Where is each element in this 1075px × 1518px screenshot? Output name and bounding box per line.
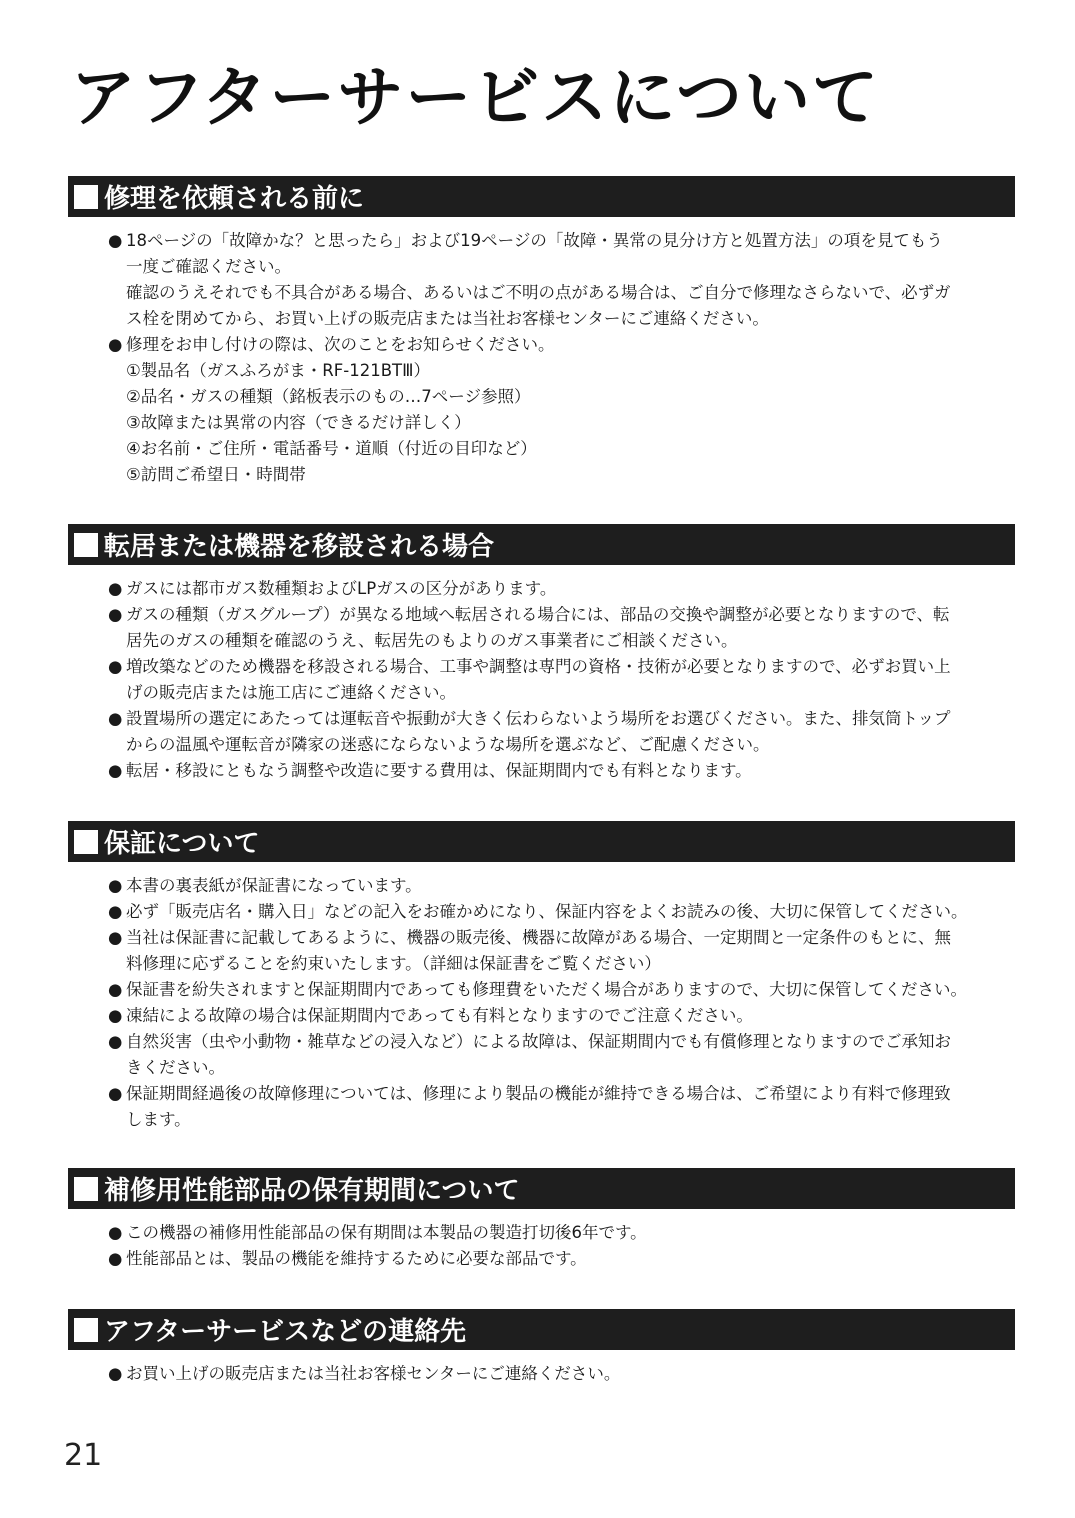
bullet-icon: ● — [108, 902, 123, 921]
item-text: 必ず「販売店名・購入日」などの記入をお確かめになり、保証内容をよくお読みの後、大切に保管してください。 — [126, 902, 968, 921]
item-text: します。 — [126, 1110, 191, 1129]
item-list — [68, 1361, 1015, 1387]
item-text: 18ページの「故障かな？と思ったら」および19ページの「故障・異常の見分け方と処置方法」の項を見てもう — [126, 231, 943, 250]
bullet-icon: ● — [108, 928, 123, 947]
square-marker-icon — [74, 533, 98, 557]
item-text: 当社は保証書に記載してあるように、機器の販売後、機器に故障がある場合、一定期間と一定条件のもとに、無 — [126, 928, 951, 947]
list-item — [108, 332, 1015, 488]
section-contact — [68, 1309, 1015, 1387]
item-list — [68, 873, 1015, 1133]
item-text: ガスの種類（ガスグループ）が異なる地域へ転居される場合には、部品の交換や調整が必要となりますので、転 — [126, 605, 950, 624]
item-text: 確認のうえそれでも不具合がある場合、あるいはご不明の点がある場合は、ご自分で修理なさらないで、必ずガ — [126, 283, 951, 302]
bullet-icon: ● — [108, 1084, 123, 1103]
item-text: 凍結による故障の場合は保証期間内であっても有料となりますのでご注意ください。 — [126, 1006, 753, 1025]
item-text: 本書の裏表紙が保証書になっています。 — [126, 876, 422, 895]
section-parts-retention — [68, 1168, 1015, 1272]
page-title: アフターサービスについて — [70, 59, 881, 136]
sub-item-contact-info: ④お名前・ご住所・電話番号・道順（付近の目印など） — [126, 439, 537, 458]
item-text: 性能部品とは、製品の機能を維持するために必要な部品です。 — [126, 1249, 587, 1268]
bullet-icon: ● — [108, 335, 123, 354]
square-marker-icon — [74, 830, 98, 854]
square-marker-icon — [74, 1318, 98, 1342]
item-text: 自然災害（虫や小動物・雑草などの浸入など）による故障は、保証期間内でも有償修理となりますのでご承知お — [126, 1032, 951, 1051]
list-item — [108, 1220, 1015, 1246]
item-text: 居先のガスの種類を確認のうえ、転居先のもよりのガス事業者にご相談ください。 — [126, 631, 738, 650]
bullet-icon: ● — [108, 579, 123, 598]
bullet-icon: ● — [108, 980, 123, 999]
section-heading: アフターサービスなどの連絡先 — [104, 1317, 467, 1347]
item-list — [68, 576, 1015, 784]
section-heading: 補修用性能部品の保有期間について — [104, 1176, 520, 1206]
list-item — [108, 602, 1015, 654]
section-header — [68, 176, 1015, 217]
item-text: お買い上げの販売店または当社お客様センターにご連絡ください。 — [126, 1364, 621, 1383]
list-item — [108, 1029, 1015, 1081]
list-item — [108, 1081, 1015, 1133]
item-text: げの販売店または施工店にご連絡ください。 — [126, 683, 456, 702]
section-heading: 保証について — [104, 829, 260, 859]
section-header — [68, 524, 1015, 565]
item-text: 増改築などのため機器を移設される場合、工事や調整は専門の資格・技術が必要となりますので、必ずお買い上 — [126, 657, 951, 676]
list-item — [108, 654, 1015, 706]
item-text: この機器の補修用性能部品の保有期間は本製品の製造打切後6年です。 — [126, 1223, 647, 1242]
item-text: 料修理に応ずることを約束いたします。（詳細は保証書をご覧ください） — [126, 954, 661, 973]
list-item — [108, 758, 1015, 784]
list-item — [108, 873, 1015, 899]
item-list — [68, 1220, 1015, 1272]
list-item — [108, 977, 1015, 1003]
item-text: ガスには都市ガス数種類およびLPガスの区分があります。 — [126, 579, 557, 598]
item-list — [68, 228, 1015, 488]
list-item — [108, 576, 1015, 602]
bullet-icon: ● — [108, 761, 123, 780]
square-marker-icon — [74, 185, 98, 209]
section-header — [68, 1168, 1015, 1209]
bullet-icon: ● — [108, 1249, 123, 1268]
bullet-icon: ● — [108, 605, 123, 624]
sub-item-fault-details: ③故障または異常の内容（できるだけ詳しく） — [126, 413, 471, 432]
bullet-icon: ● — [108, 231, 123, 250]
list-item — [108, 925, 1015, 977]
list-item — [108, 228, 1015, 332]
page-number: 21 — [64, 1438, 103, 1473]
section-warranty — [68, 821, 1015, 1133]
item-text: きください。 — [126, 1058, 225, 1077]
list-item — [108, 706, 1015, 758]
section-repair-request — [68, 176, 1015, 488]
sub-item-visit-time: ⑤訪問ご希望日・時間帯 — [126, 465, 306, 484]
bullet-icon: ● — [108, 1032, 123, 1051]
bullet-icon: ● — [108, 876, 123, 895]
item-text: 転居・移設にともなう調整や改造に要する費用は、保証期間内でも有料となります。 — [126, 761, 752, 780]
bullet-icon: ● — [108, 657, 123, 676]
bullet-icon: ● — [108, 1223, 123, 1242]
section-header — [68, 821, 1015, 862]
sub-item-product-name: ①製品名（ガスふろがま・RF-121BTⅢ） — [126, 361, 430, 380]
item-text: ス栓を閉めてから、お買い上げの販売店または当社お客様センターにご連絡ください。 — [126, 309, 769, 328]
bullet-icon: ● — [108, 709, 123, 728]
list-item — [108, 899, 1015, 925]
item-text: からの温風や運転音が隣家の迷惑にならないような場所を選ぶなど、ご配慮ください。 — [126, 735, 770, 754]
item-text: 保証書を紛失されますと保証期間内であっても修理費をいただく場合がありますので、大切に保管してください。 — [126, 980, 968, 999]
list-item — [108, 1361, 1015, 1387]
list-item — [108, 1003, 1015, 1029]
section-relocation — [68, 524, 1015, 784]
square-marker-icon — [74, 1177, 98, 1201]
section-heading: 修理を依頼される前に — [104, 184, 365, 214]
section-heading: 転居または機器を移設される場合 — [104, 532, 495, 562]
item-text: 設置場所の選定にあたっては運転音や振動が大きく伝わらないよう場所をお選びください。また、排気筒トップ — [126, 709, 951, 728]
item-text: 修理をお申し付けの際は、次のことをお知らせください。 — [126, 335, 555, 354]
section-header — [68, 1309, 1015, 1350]
sub-item-gas-type: ②品名・ガスの種類（銘板表示のもの…7ページ参照） — [126, 387, 531, 406]
bullet-icon: ● — [108, 1364, 123, 1383]
list-item — [108, 1246, 1015, 1272]
bullet-icon: ● — [108, 1006, 123, 1025]
item-text: 一度ご確認ください。 — [126, 257, 291, 276]
item-text: 保証期間経過後の故障修理については、修理により製品の機能が維持できる場合は、ご希望により有料で修理致 — [126, 1084, 951, 1103]
